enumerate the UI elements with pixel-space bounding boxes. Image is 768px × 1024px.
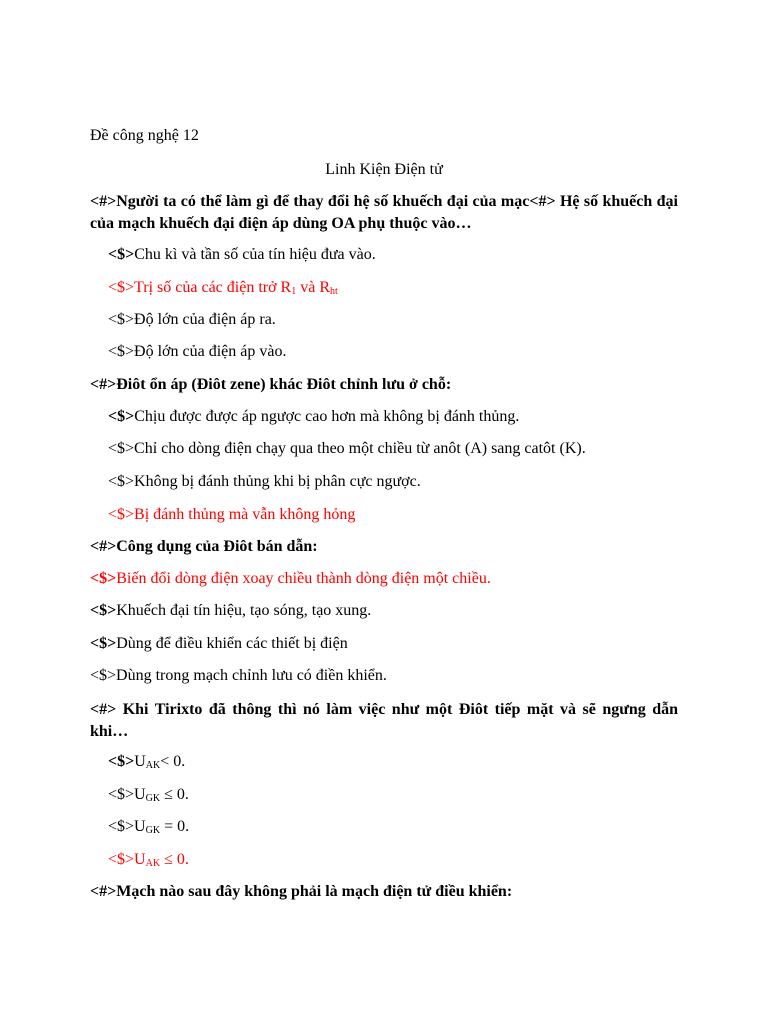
option-marker: <$> <box>108 279 135 296</box>
option-text: Dùng để điều khiển các thiết bị điện <box>116 635 348 652</box>
option-text: Bị đánh thủng mà vẫn không hỏng <box>134 506 356 523</box>
q3-option-3 <box>90 634 348 654</box>
question-text: Khi Tirixto đã thông thì nó làm việc như một Điôt tiếp mặt và sẽ ngưng dẫn khi… <box>90 701 678 740</box>
option-text: Trị số của các điện trở R <box>134 279 292 296</box>
option-text: < 0. <box>160 753 186 770</box>
question-text: Điôt ổn áp (Điôt zene) khác Điôt chỉnh lưu ở chỗ: <box>116 376 452 393</box>
q1-option-4 <box>108 342 286 362</box>
option-text: Chỉ cho dòng điện chạy qua theo một chiều từ anôt (A) sang catôt (K). <box>134 440 586 457</box>
option-symbol: U <box>134 818 146 835</box>
question-1 <box>90 191 678 235</box>
option-text: = 0. <box>160 818 190 835</box>
question-marker: <#> <box>90 538 117 555</box>
subscript: AK <box>145 760 161 771</box>
option-symbol: U <box>134 851 146 868</box>
q4-option-4-correct <box>108 850 189 870</box>
question-text: Người ta có thể làm gì để thay đổi hệ số khuếch đại của mạc<#> Hệ số khuếch đại của mạch khuếch đại điện áp dùng OA phụ thuộc vào… <box>90 193 678 232</box>
question-marker: <#> <box>90 701 117 718</box>
option-symbol: U <box>134 786 146 803</box>
option-text: Biến đổi dòng điện xoay chiều thành dòng điện một chiều. <box>116 570 491 587</box>
subscript: ht <box>330 286 338 297</box>
question-marker: <#> <box>90 193 117 210</box>
q2-option-1 <box>108 407 519 427</box>
q2-option-4-correct <box>108 505 355 525</box>
option-text: Không bị đánh thủng khi bị phân cực ngược. <box>134 473 421 490</box>
option-marker: <$> <box>90 667 117 684</box>
document-header: Đề công nghệ 12 <box>90 127 199 144</box>
option-marker: <$> <box>108 246 135 263</box>
subscript: 1 <box>291 286 297 297</box>
option-marker: <$> <box>108 440 135 457</box>
option-text: Dùng trong mạch chỉnh lưu có điền khiển. <box>116 667 387 684</box>
q3-option-4 <box>90 666 387 686</box>
option-marker: <$> <box>108 343 135 360</box>
question-4 <box>90 699 678 743</box>
option-text: Độ lớn của điện áp ra. <box>134 311 276 328</box>
question-2 <box>90 375 451 395</box>
document-title: Linh Kiện Điện tử <box>325 161 443 178</box>
option-marker: <$> <box>108 753 135 770</box>
q3-option-2 <box>90 601 371 621</box>
q1-option-3 <box>108 310 276 330</box>
option-marker: <$> <box>108 311 135 328</box>
question-marker: <#> <box>90 883 117 900</box>
question-5 <box>90 882 512 902</box>
q1-option-2-correct <box>108 278 338 298</box>
question-marker: <#> <box>90 376 117 393</box>
q3-option-1-correct <box>90 569 491 589</box>
option-marker: <$> <box>108 408 135 425</box>
q2-option-2 <box>108 439 586 459</box>
subscript: GK <box>145 793 161 804</box>
q2-option-3 <box>108 472 421 492</box>
option-marker: <$> <box>90 570 117 587</box>
option-marker: <$> <box>108 473 135 490</box>
subscript: AK <box>145 858 161 869</box>
option-text: ≤ 0. <box>160 786 189 803</box>
option-text: và R <box>296 279 330 296</box>
q1-option-1 <box>108 245 376 265</box>
option-text: Chu kì và tần số của tín hiệu đưa vào. <box>134 246 376 263</box>
option-marker: <$> <box>108 818 135 835</box>
option-text: Chịu được được áp ngược cao hơn mà không bị đánh thủng. <box>134 408 520 425</box>
option-marker: <$> <box>108 851 135 868</box>
question-text: Công dụng của Điôt bán dẫn: <box>116 538 318 555</box>
subscript: GK <box>145 825 161 836</box>
option-text: ≤ 0. <box>160 851 189 868</box>
question-3 <box>90 537 318 557</box>
option-text: Độ lớn của điện áp vào. <box>134 343 287 360</box>
q4-option-2 <box>108 785 189 805</box>
option-text: Khuếch đại tín hiệu, tạo sóng, tạo xung. <box>116 602 372 619</box>
q4-option-1 <box>108 752 185 772</box>
option-marker: <$> <box>90 602 117 619</box>
option-marker: <$> <box>90 635 117 652</box>
option-marker: <$> <box>108 506 135 523</box>
option-symbol: U <box>134 753 146 770</box>
q4-option-3 <box>108 817 189 837</box>
option-marker: <$> <box>108 786 135 803</box>
question-text: Mạch nào sau đây không phải là mạch điện tử điều khiển: <box>116 883 513 900</box>
